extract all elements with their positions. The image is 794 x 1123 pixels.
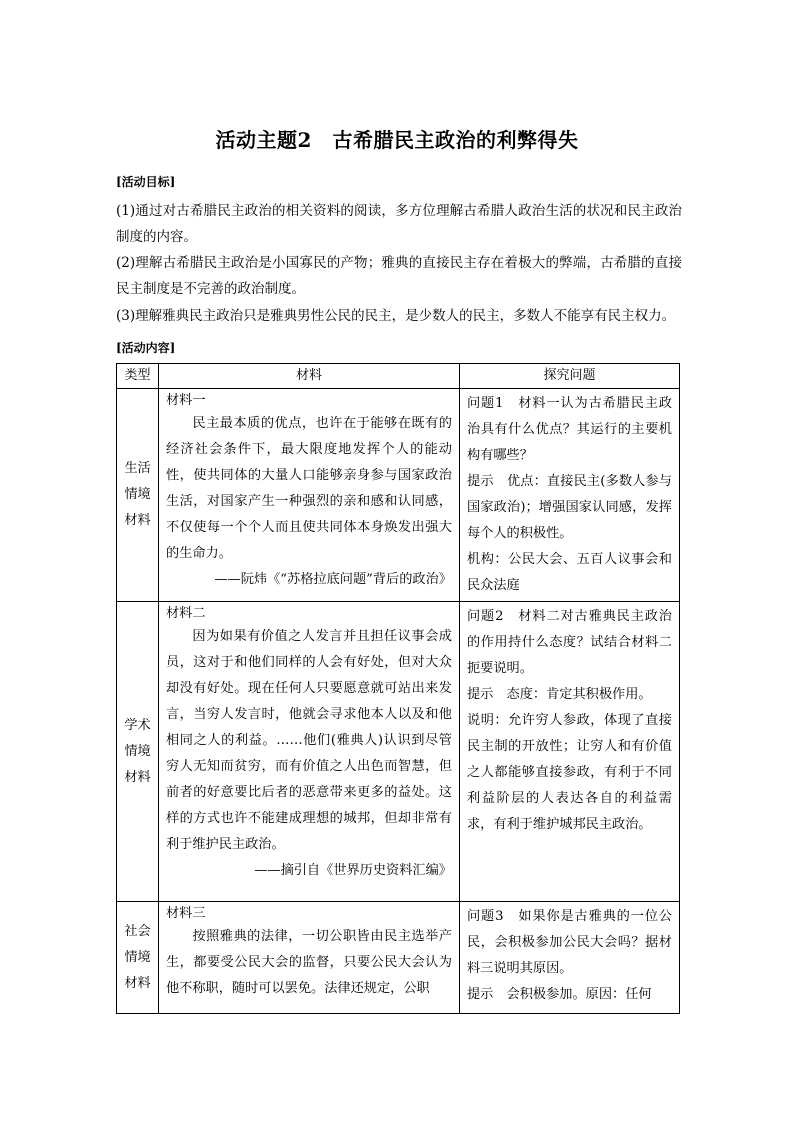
header-type: 类型 <box>117 364 159 389</box>
material-cell <box>159 389 460 602</box>
table-row <box>117 389 680 602</box>
type-cell: 社会 情境 材料 <box>117 902 159 1014</box>
goals-heading: [活动目标] <box>116 175 176 189</box>
page-title: 活动主题2 古希腊民主政治的利弊得失 <box>215 128 579 152</box>
answer-text: 提示 优点：直接民主(多数人参与国家政治)；增强国家认同感，发挥每个人的积极性。 <box>467 474 672 541</box>
activity-table <box>116 363 680 1014</box>
goal-item-3: (3)理解雅典民主政治只是雅典男性公民的民主，是少数人的民主，多数人不能享有民主权力。 <box>116 308 676 324</box>
question-cell <box>460 389 680 602</box>
question-text: 问题2 材料二对古雅典民主政治的作用持什么态度？试结合材料二扼要说明。 <box>467 609 672 676</box>
material-cell <box>159 602 460 902</box>
answer-extra: 机构：公民大会、五百人议事会和民众法庭 <box>467 552 672 593</box>
answer-extra: 说明：允许穷人参政，体现了直接民主制的开放性；让穷人和有价值之人都能够直接参政，有利于不同利益阶层的人表达各自的利益需求，有利于维护城邦民主政治。 <box>467 713 672 832</box>
type-cell: 学术 情境 材料 <box>117 602 159 902</box>
header-material: 材料 <box>159 364 460 389</box>
material-text: 按照雅典的法律，一切公职皆由民主选举产生，都要受公民大会的监督，只要公民大会认为他不称职，随时可以罢免。法律还规定，公职 <box>166 929 452 996</box>
question-text: 问题3 如果你是古雅典的一位公民，会积极参加公民大会吗？据材料三说明其原因。 <box>467 909 672 976</box>
table-row <box>117 602 680 902</box>
answer-text: 提示 会积极参加。原因：任何 <box>467 987 652 1002</box>
answer-text: 提示 态度：肯定其积极作用。 <box>467 687 652 702</box>
goal-item-2: (2)理解古希腊民主政治是小国寡民的产物；雅典的直接民主存在着极大的弊端，古希腊的直接民主制度是不完善的政治制度。 <box>116 255 682 297</box>
header-question: 探究问题 <box>460 364 680 389</box>
table-header-row <box>117 364 680 389</box>
material-text: 民主最本质的优点，也许在于能够在既有的经济社会条件下，最大限度地发挥个人的能动性，使共同体的大量人口能够亲身参与国家政治生活，对国家产生一种强烈的亲和感和认同感，不仅使每一个个人而且使共同体本身焕发出强大的生命力。 <box>166 416 452 561</box>
goal-item-1: (1)通过对古希腊民主政治的相关资料的阅读，多方位理解古希腊人政治生活的状况和民主政治制度的内容。 <box>116 203 682 245</box>
material-cell <box>159 902 460 1014</box>
question-text: 问题1 材料一认为古希腊民主政治具有什么优点？其运行的主要机构有哪些？ <box>467 396 672 463</box>
material-title: 材料二 <box>166 606 206 621</box>
content-heading: [活动内容] <box>116 341 176 355</box>
material-text: 因为如果有价值之人发言并且担任议事会成员，这对于和他们同样的人会有好处，但对大众却没有好处。现在任何人只要愿意就可站出来发言，当穷人发言时，他就会寻求他本人以及和他相同之人的利益。……他们(雅典人)认识到尽管穷人无知而贫穷，而有价值之人出色而智慧，但前者的好意要比后者的恶意带来更多的益处。这样的方式也许不能建成理想的城邦，但却非常有利于维护民主政治。 <box>166 629 452 852</box>
question-cell <box>460 602 680 902</box>
type-cell: 生活 情境 材料 <box>117 389 159 602</box>
material-source: ——阮炜《“苏格拉底问题”背后的政治》 <box>214 572 452 587</box>
table-row <box>117 902 680 1014</box>
material-title: 材料一 <box>166 393 206 408</box>
material-title: 材料三 <box>166 906 206 921</box>
material-source: ——摘引自《世界历史资料汇编》 <box>254 863 452 878</box>
question-cell <box>460 902 680 1014</box>
